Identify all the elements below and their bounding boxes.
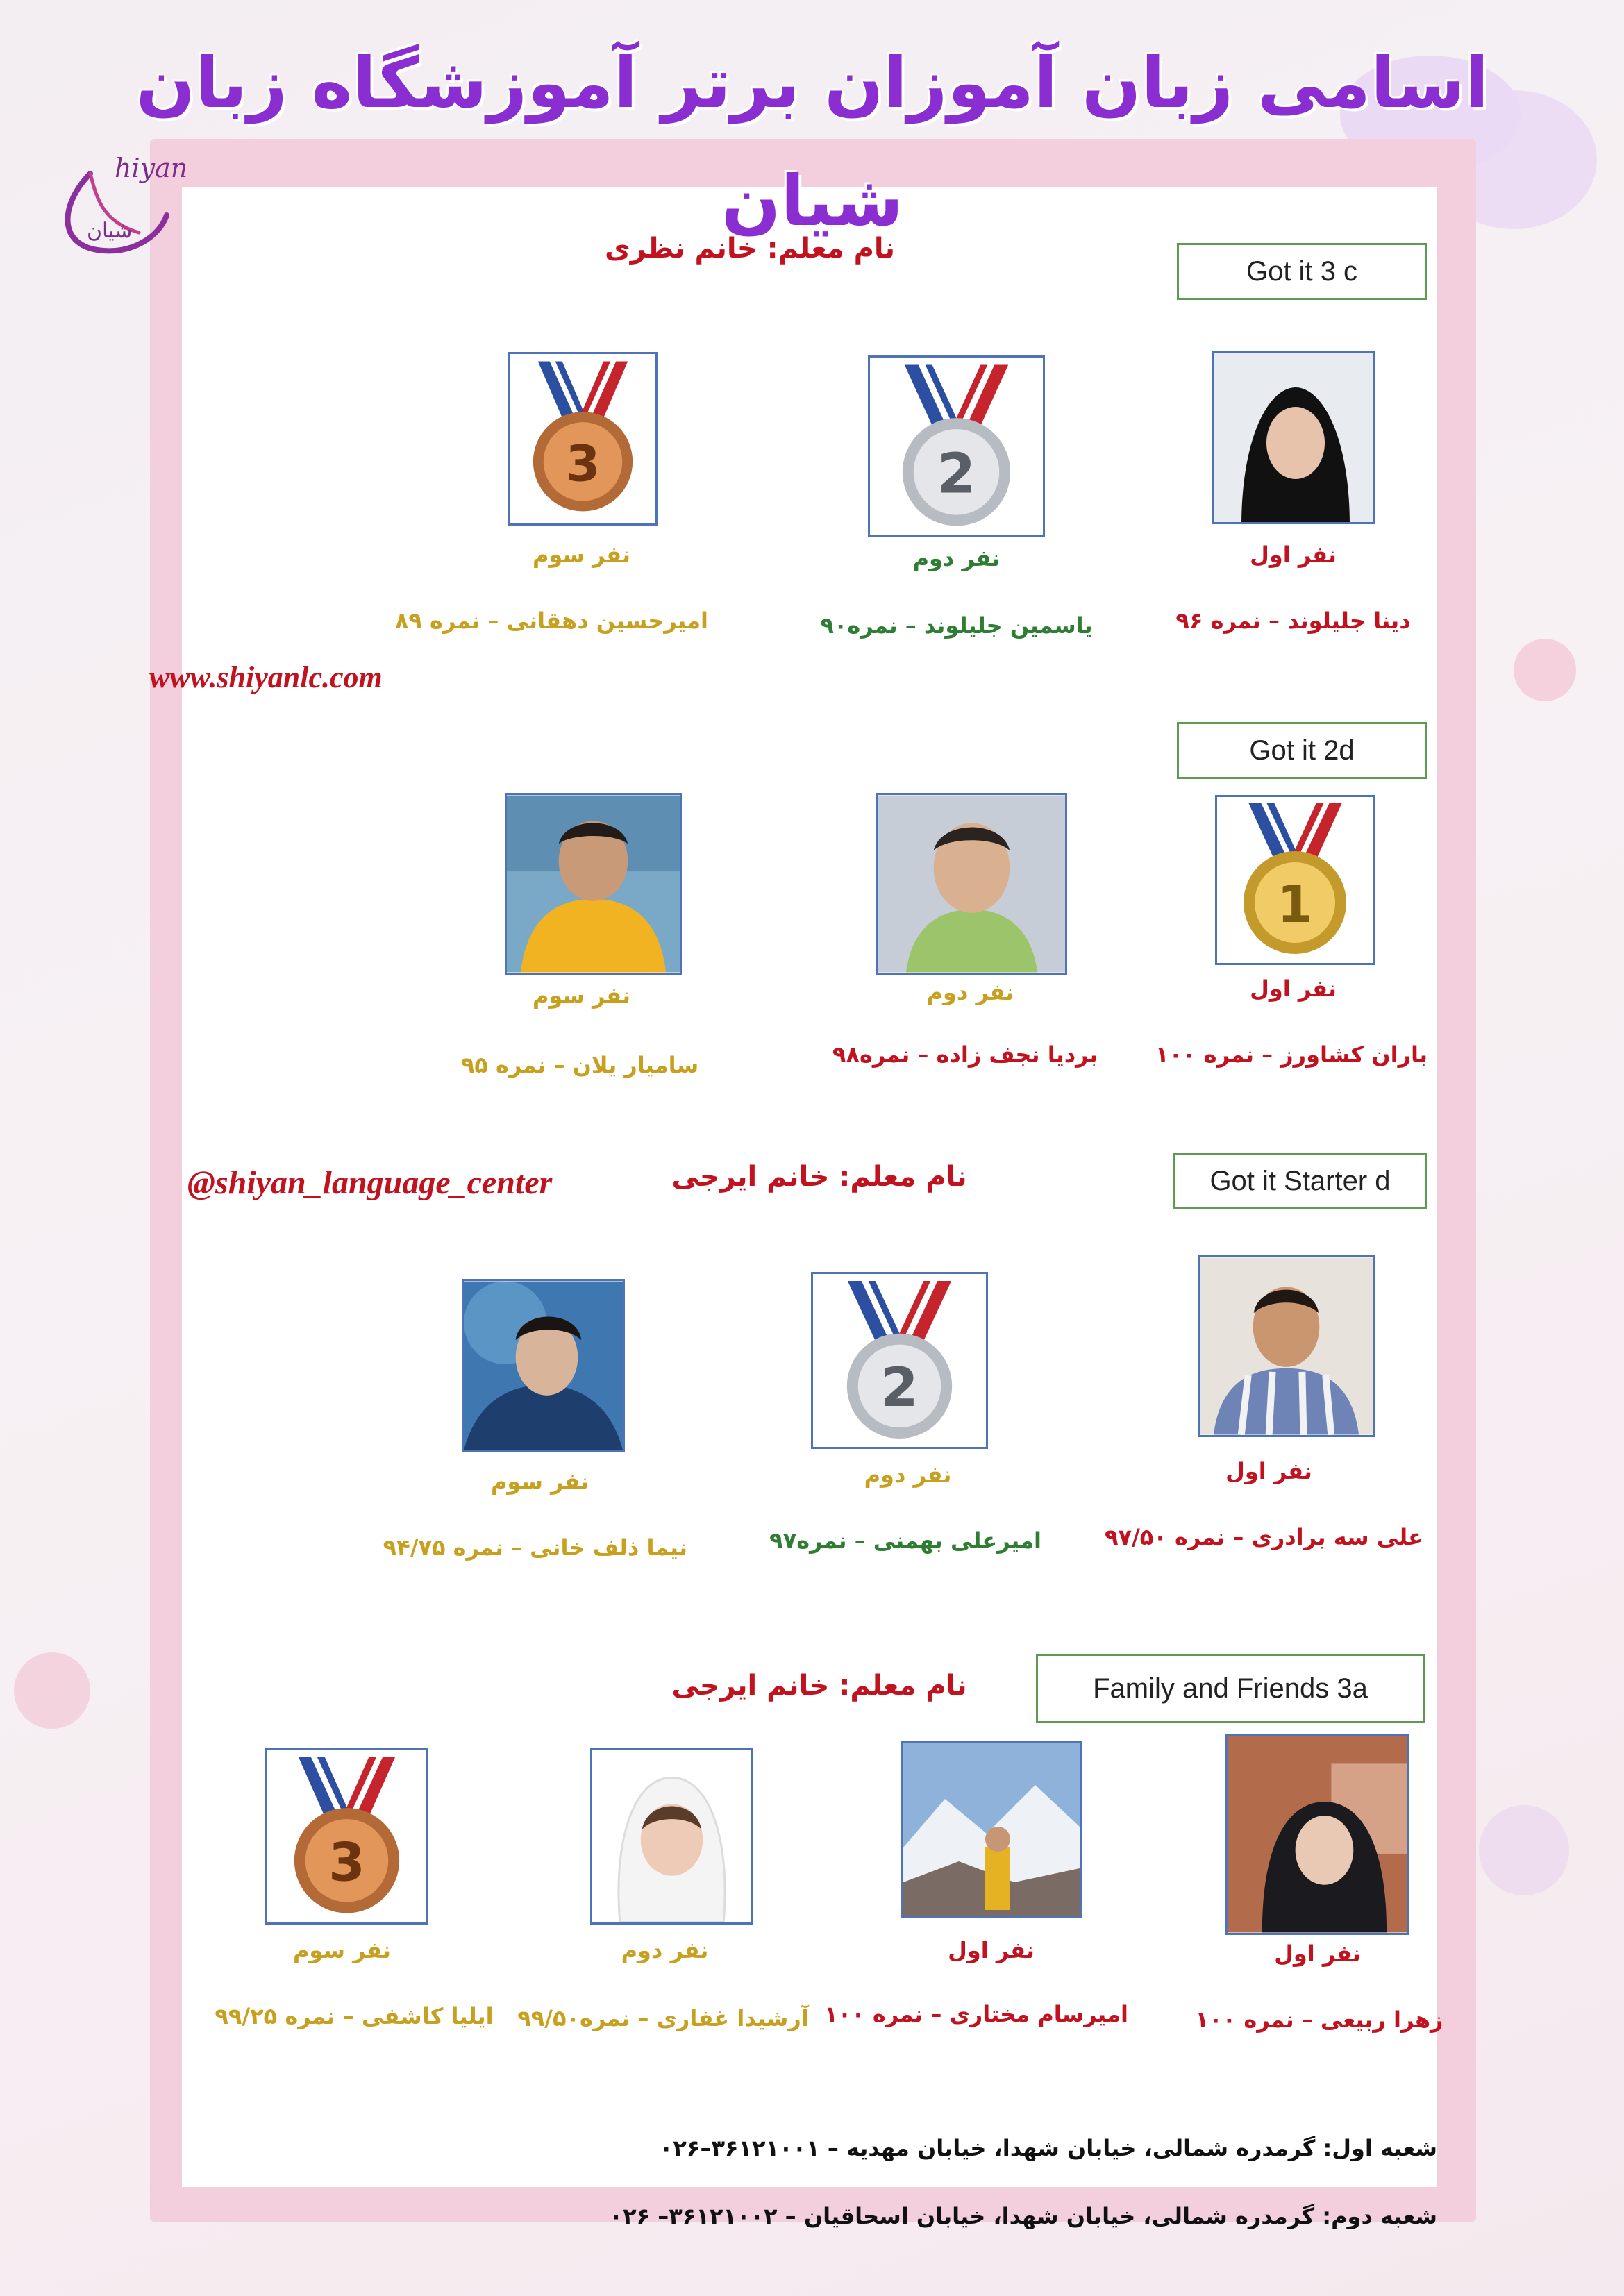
student-rank: نفر اول — [1250, 542, 1337, 568]
bronze-medal-icon — [265, 1748, 428, 1925]
student-rank: نفر سوم — [532, 982, 631, 1009]
student-rank: نفر دوم — [621, 1937, 709, 1963]
student-photo — [505, 793, 682, 975]
student-name: سامیار یلان – نمره ۹۵ — [460, 1052, 699, 1078]
student-rank: نفر سوم — [490, 1468, 589, 1495]
school-logo — [49, 146, 201, 264]
page-title: اسامی زبان آموزان برتر آموزشگاه زبان شیان — [135, 42, 1489, 242]
svg-text:3: 3 — [328, 1832, 365, 1893]
student-name: امیرعلی بهمنی – نمره۹۷ — [769, 1527, 1041, 1554]
class-name-box — [1173, 1153, 1427, 1209]
student-name: نیما ذلف خانی – نمره ۹۴/۷۵ — [383, 1534, 687, 1561]
student-name: آرشیدا غفاری – نمره۹۹/۵۰ — [517, 2005, 809, 2031]
class-name: Got it Starter d — [1209, 1166, 1391, 1196]
class-name-box — [1177, 243, 1427, 300]
silver-medal-icon — [811, 1272, 988, 1449]
class-name: Got it 2d — [1249, 735, 1355, 766]
student-rank: نفر دوم — [912, 545, 1001, 571]
student-rank: نفر دوم — [864, 1461, 952, 1488]
student-rank: نفر دوم — [926, 979, 1014, 1005]
class-name: Family and Friends 3a — [1093, 1673, 1368, 1704]
svg-text:2: 2 — [880, 1357, 919, 1420]
student-name: دینا جلیلوند – نمره ۹۶ — [1175, 607, 1411, 634]
student-rank: نفر سوم — [532, 542, 631, 568]
svg-text:1: 1 — [1277, 875, 1313, 935]
bronze-medal-icon — [508, 352, 658, 526]
student-rank: نفر اول — [948, 1937, 1035, 1963]
student-name: یاسمین جلیلوند – نمره۹۰ — [820, 612, 1093, 639]
website-link[interactable]: www.shiyanlc.com — [149, 660, 383, 694]
class-name-box — [1036, 1654, 1425, 1723]
student-rank: نفر اول — [1274, 1941, 1361, 1967]
class-name-box — [1177, 722, 1427, 779]
student-name: بردیا نجف زاده – نمره۹۸ — [832, 1041, 1098, 1068]
instagram-handle[interactable]: @shiyan_language_center — [187, 1164, 553, 1201]
svg-text:2: 2 — [937, 441, 976, 506]
student-name: باران کشاورز – نمره ۱۰۰ — [1155, 1041, 1428, 1068]
gold-medal-icon — [1215, 795, 1375, 965]
student-photo — [876, 793, 1067, 975]
silver-medal-icon — [868, 355, 1045, 537]
student-photo — [462, 1279, 625, 1452]
student-name: علی سه برادری – نمره ۹۷/۵۰ — [1104, 1524, 1423, 1550]
svg-text:3: 3 — [565, 434, 601, 493]
teacher-name: نام معلم: خانم نظری — [605, 233, 895, 265]
student-name: امیرحسین دهقانی – نمره ۸۹ — [394, 607, 708, 634]
teacher-name: نام معلم: خانم ایرجی — [671, 1161, 967, 1193]
logo-text-fa: شیان — [87, 219, 133, 243]
decor-bubble — [14, 1652, 90, 1729]
decor-bubble — [1479, 1805, 1569, 1895]
student-rank: نفر اول — [1225, 1458, 1312, 1484]
student-name: ایلیا کاشفی – نمره ۹۹/۲۵ — [215, 2003, 494, 2029]
logo-text-en: hiyan — [115, 153, 188, 183]
student-rank: نفر اول — [1250, 975, 1337, 1002]
student-photo — [1212, 351, 1375, 524]
student-rank: نفر سوم — [292, 1937, 392, 1963]
student-photo — [1198, 1255, 1375, 1437]
branch-address: شعبه دوم: گرمدره شمالی، خیابان شهدا، خیابان اسحاقیان – ۳۶۱۲۱۰۰۲– ۰۲۶ — [609, 2203, 1437, 2229]
student-photo — [590, 1748, 753, 1925]
student-name: امیرسام مختاری – نمره ۱۰۰ — [824, 2001, 1128, 2027]
student-name: زهرا ربیعی – نمره ۱۰۰ — [1195, 2006, 1443, 2033]
student-photo — [1225, 1734, 1409, 1935]
decor-bubble — [1514, 639, 1576, 701]
teacher-name: نام معلم: خانم ایرجی — [671, 1670, 967, 1702]
student-photo — [901, 1741, 1082, 1918]
branch-address: شعبه اول: گرمدره شمالی، خیابان شهدا، خیابان مهدیه – ۳۶۱۲۱۰۰۱–۰۲۶ — [659, 2135, 1437, 2161]
class-name: Got it 3 c — [1246, 256, 1358, 287]
